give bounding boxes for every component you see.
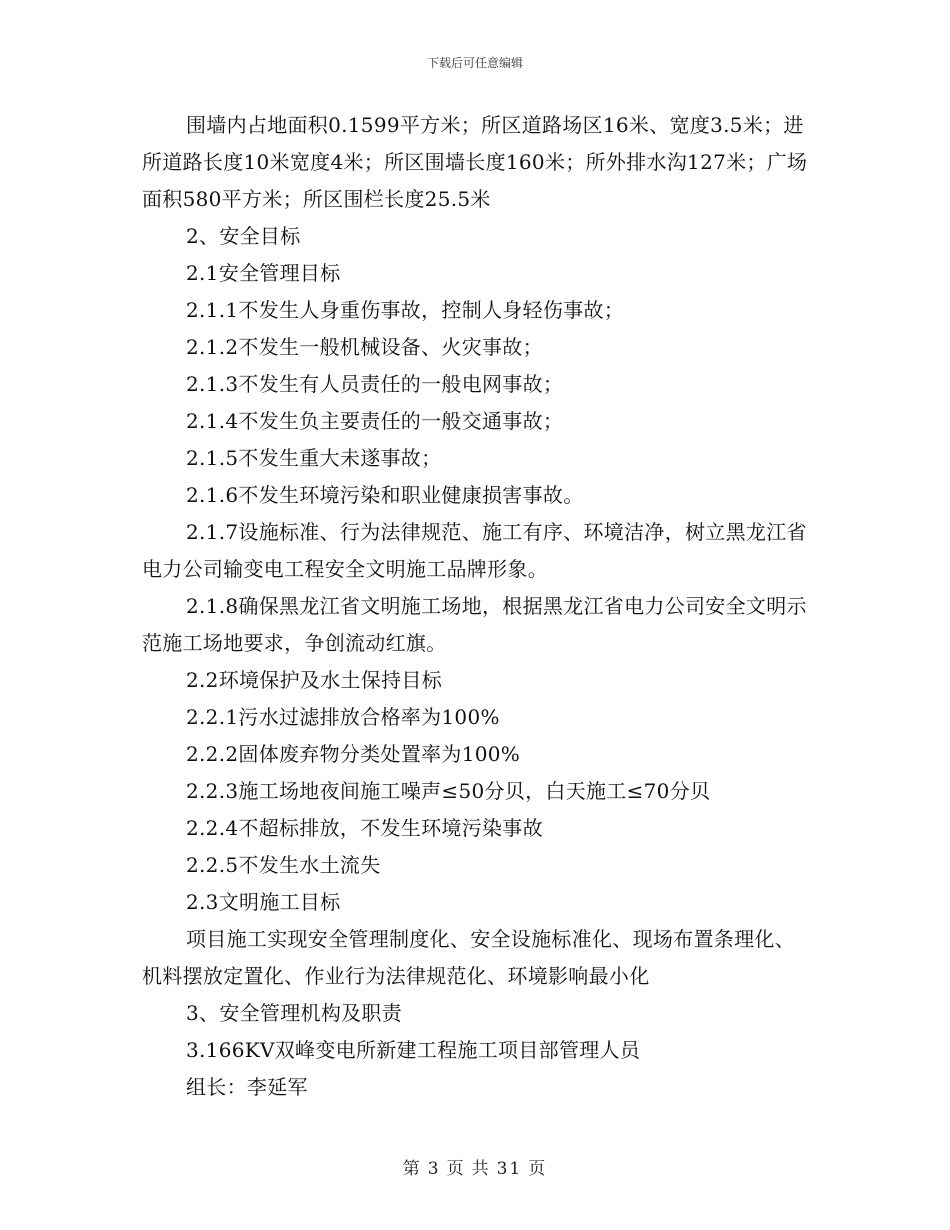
footer-total-word: 共 [471,1159,491,1179]
document-body [142,107,814,1106]
heading-project-staff: 3.166KV双峰变电所新建工程施工项目部管理人员 [186,1038,641,1062]
paragraph-site-area: 围墙内占地面积0.1599平方米；所区道路场区16米、宽度3.5米；进所道路长度10米宽度4米；所区围墙长度160米；所外排水沟127米；广场面积580平方米；所区围栏长度25.5米 [142,113,808,211]
list-item: 2.1.1不发生人身重伤事故，控制人身轻伤事故； [186,298,625,322]
list-item: 2.2.1污水过滤排放合格率为100% [186,705,500,729]
footer-prefix: 第 [402,1159,422,1179]
list-item: 2.1.6不发生环境污染和职业健康损害事故。 [186,483,584,507]
heading-safety-management-goals: 2.1安全管理目标 [186,261,341,285]
footer-page-word: 页 [446,1159,466,1179]
heading-civilized-construction-goals: 2.3文明施工目标 [186,890,341,914]
list-item: 2.1.2不发生一般机械设备、火灾事故； [186,335,543,359]
list-item: 2.1.5不发生重大未遂事故； [186,446,442,470]
total-pages-number: 31 [496,1159,523,1179]
list-item: 2.2.3施工场地夜间施工噪声≤50分贝，白天施工≤70分贝 [186,779,711,803]
heading-safety-organization: 3、安全管理机构及职责 [186,1001,403,1025]
list-item: 2.2.2固体废弃物分类处置率为100% [186,742,521,766]
footer-suffix: 页 [528,1159,548,1179]
list-item: 2.1.8确保黑龙江省文明施工场地，根据黑龙江省电力公司安全文明示范施工场地要求，争创流动红旗。 [142,594,807,655]
list-item: 2.1.3不发生有人员责任的一般电网事故； [186,372,564,396]
page-footer [0,1154,950,1179]
list-item: 2.2.5不发生水土流失 [186,853,381,877]
list-item: 2.2.4不超标排放，不发生环境污染事故 [186,816,543,840]
heading-environment-goals: 2.2环境保护及水土保持目标 [186,668,443,692]
paragraph-team-leader: 组长：李延军 [186,1075,308,1099]
list-item: 2.1.7设施标准、行为法律规范、施工有序、环境洁净，树立黑龙江省电力公司输变电工程安全文明施工品牌形象。 [142,520,807,581]
current-page-number: 3 [427,1159,441,1179]
heading-safety-goals: 2、安全目标 [186,224,301,248]
page-header: 下载后可任意编辑 [426,56,523,70]
list-item: 2.1.4不发生负主要责任的一般交通事故； [186,409,564,433]
paragraph-civilized-construction: 项目施工实现安全管理制度化、安全设施标准化、现场布置条理化、机料摆放定置化、作业行为法律规范化、环境影响最小化 [142,927,795,988]
